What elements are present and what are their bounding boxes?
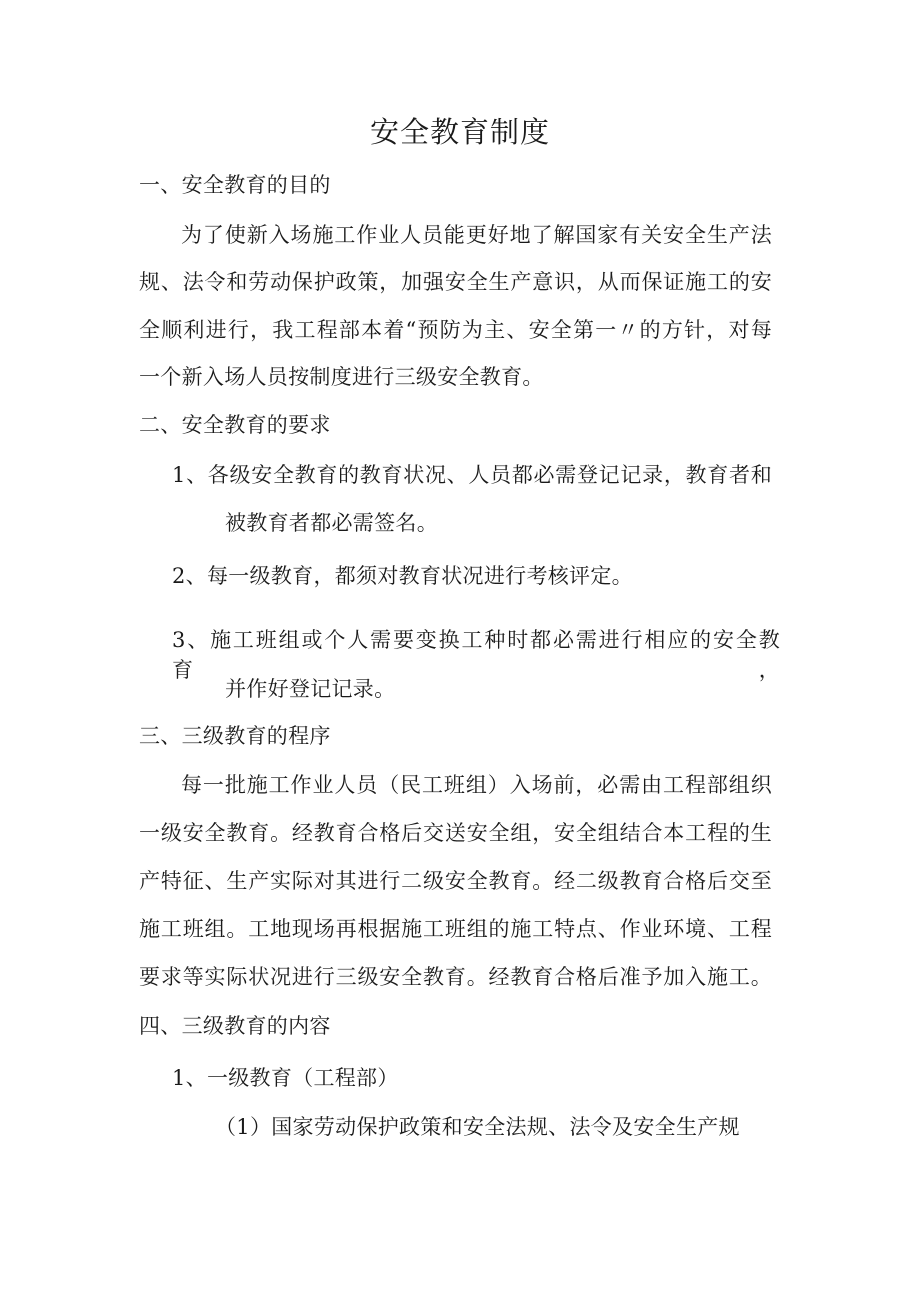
paragraph-line: 要求等实际状况进行三级安全教育。经教育合格后准予加入施工。	[139, 965, 772, 989]
paragraph-line: 为了使新入场施工作业人员能更好地了解国家有关安全生产法	[181, 223, 772, 247]
paragraph-line: 每一批施工作业人员（民工班组）入场前，必需由工程部组织	[181, 773, 772, 797]
section-heading-procedure: 三、三级教育的程序	[139, 724, 331, 748]
paragraph-line: 一级安全教育。经教育合格后交送安全组，安全组结合本工程的生	[139, 821, 772, 845]
section-heading-content: 四、三级教育的内容	[139, 1014, 331, 1038]
list-item: 1、各级安全教育的教育状况、人员都必需登记记录，教育者和	[172, 463, 772, 487]
list-item: 3、施工班组或个人需要变换工种时都必需进行相应的安全教育，	[172, 628, 780, 682]
list-item: 2、每一级教育，都须对教育状况进行考核评定。	[172, 564, 633, 588]
list-item: （1）国家劳动保护政策和安全法规、法令及安全生产规	[215, 1115, 740, 1139]
list-item-continuation: 被教育者都必需签名。	[225, 511, 438, 535]
subsection-heading: 1、一级教育（工程部）	[172, 1066, 399, 1090]
section-heading-purpose: 一、安全教育的目的	[139, 173, 331, 197]
paragraph-line: 规、法令和劳动保护政策，加强安全生产意识，从而保证施工的安	[139, 270, 772, 294]
list-item-continuation: 并作好登记记录。	[225, 677, 396, 701]
paragraph-line: 产特征、生产实际对其进行二级安全教育。经二级教育合格后交至	[139, 869, 772, 893]
paragraph-line: 全顺利进行，我工程部本着“预防为主、安全第一〃的方针，对每	[139, 318, 772, 342]
paragraph-line: 一个新入场人员按制度进行三级安全教育。	[139, 365, 544, 389]
page-title: 安全教育制度	[369, 115, 550, 149]
paragraph-line: 施工班组。工地现场再根据施工班组的施工特点、作业环境、工程	[139, 917, 772, 941]
section-heading-requirements: 二、安全教育的要求	[139, 413, 331, 437]
